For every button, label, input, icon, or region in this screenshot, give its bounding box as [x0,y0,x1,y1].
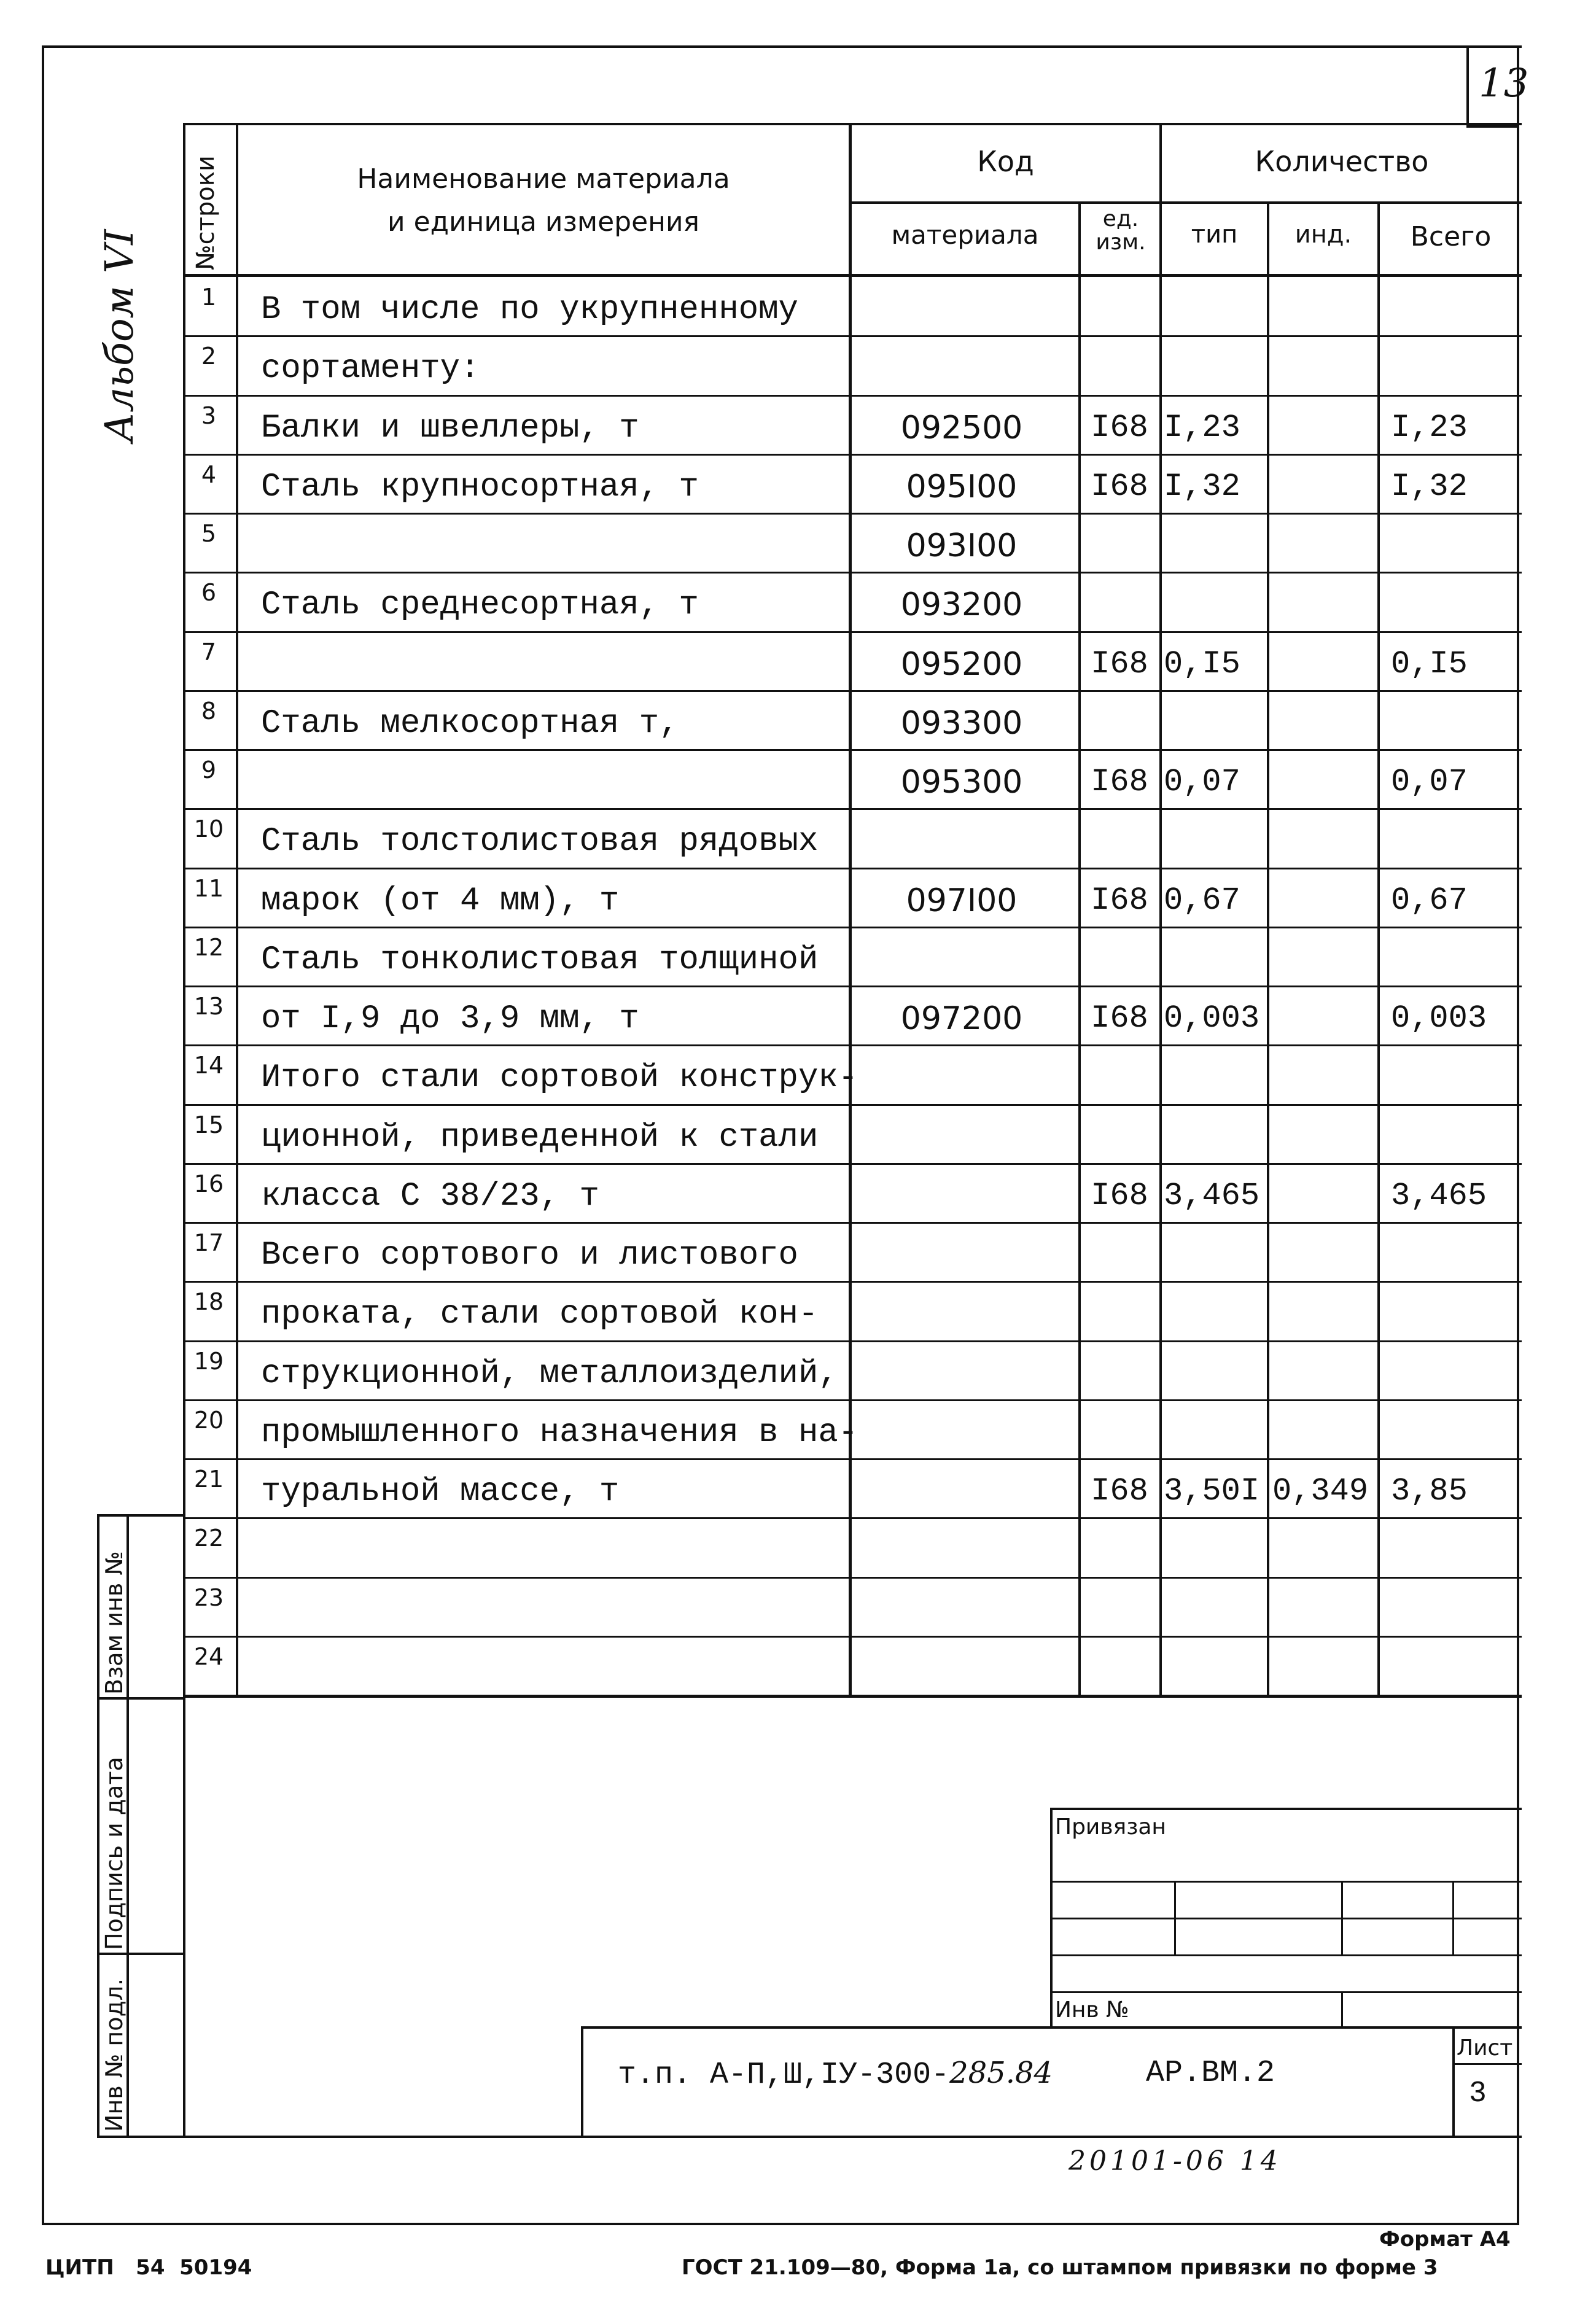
side-stamp-inv-podl: Инв № подл. [101,1978,128,2132]
row-divider [183,808,1522,810]
header-name-line1: Наименование материала [357,163,730,195]
material-name: Сталь тонколистовая толщиной [261,941,819,979]
page-number: 13 [1479,61,1529,106]
material-code: 093200 [900,586,1023,624]
row-divider [183,868,1522,869]
material-name: проката, стали сортовой кон- [261,1296,819,1334]
qty-total: 3,85 [1391,1473,1468,1510]
material-name: марок (от 4 мм), т [261,882,620,920]
row-number: 17 [193,1229,224,1257]
title-designation-hand: 285.84 [949,2056,1053,2090]
qty-total: I,23 [1391,409,1468,446]
row-number: 6 [201,579,217,607]
unit-code: I68 [1091,882,1148,919]
row-divider [183,631,1522,633]
material-name: Сталь толстолистовая рядовых [261,823,819,861]
row-number: 5 [201,520,217,548]
row-divider [183,1340,1522,1342]
row-divider [183,749,1522,751]
row-number: 15 [193,1111,224,1138]
title-sheet-number: 3 [1469,2077,1487,2110]
unit-code: I68 [1091,1177,1148,1214]
format-label: Формат А4 [1379,2227,1511,2252]
row-divider [183,1104,1522,1106]
handwritten-number: 20101-06 14 [1069,2145,1282,2177]
material-name: от I,9 до 3,9 мм, т [261,1000,639,1038]
header-qty-total: Всего [1410,221,1492,252]
header-code-material: материала [891,220,1039,250]
title-sheet-label: Лист [1457,2035,1513,2061]
header-qty-group: Количество [1255,145,1429,178]
header-qty-type: тип [1191,220,1238,249]
material-name: Сталь мелкосортная т, [261,704,679,742]
material-name: В том числе по укрупненному [261,291,798,329]
qty-total: 0,07 [1391,764,1468,801]
qty-type: 3,465 [1164,1177,1260,1214]
material-name: Сталь крупносортная, т [261,468,699,506]
header-qty-ind: инд. [1294,220,1352,249]
material-code: 093300 [900,704,1023,742]
row-number: 13 [193,993,224,1021]
row-number: 1 [201,284,217,311]
row-number: 10 [193,815,224,843]
qty-total: 0,67 [1391,882,1468,919]
material-code: 092500 [900,409,1023,446]
row-number: 9 [201,756,217,784]
row-divider [183,1577,1522,1579]
qty-total: 0,I5 [1391,645,1468,682]
unit-code: I68 [1091,468,1148,505]
row-number: 18 [193,1288,224,1316]
row-divider [183,1458,1522,1460]
material-name: струкционной, металлоизделий, [261,1355,838,1393]
material-name: промышленного назначения в на- [261,1413,858,1452]
side-stamp-podpis: Подпись и дата [101,1757,128,1950]
row-divider [183,986,1522,987]
footer-right: ГОСТ 21.109—80, Форма 1а, со штампом привязки по форме 3 [682,2255,1438,2280]
row-number: 16 [193,1170,224,1197]
qty-total: 0,003 [1391,1000,1487,1037]
qty-type: 3,50I [1164,1473,1260,1510]
row-divider [183,395,1522,397]
row-number: 3 [201,402,217,429]
qty-type: I,32 [1164,468,1240,505]
material-name: туральной массе, т [261,1473,620,1511]
row-divider [183,1044,1522,1046]
row-number: 14 [193,1052,224,1079]
material-code: 097I00 [906,882,1018,919]
row-divider [183,927,1522,928]
material-code: 095300 [900,764,1023,801]
row-divider [183,690,1522,692]
row-divider [183,1517,1522,1519]
row-divider [183,1281,1522,1283]
row-number: 22 [193,1525,224,1552]
qty-total: 3,465 [1391,1177,1487,1214]
row-number: 23 [193,1584,224,1611]
binding-inv-no: Инв № [1055,1997,1129,2023]
material-code: 095I00 [906,468,1018,505]
title-designation [618,2058,1053,2091]
row-number: 12 [193,933,224,961]
material-name: сортаменту: [261,350,480,388]
row-divider [183,335,1522,337]
row-number: 24 [193,1643,224,1670]
row-divider [183,1399,1522,1401]
binding-privyazan: Привязан [1055,1814,1166,1840]
title-doc-code: АР.ВМ.2 [1146,2056,1275,2091]
row-divider [183,1222,1522,1224]
unit-code: I68 [1091,409,1148,446]
row-number: 8 [201,697,217,725]
row-number: 7 [201,638,217,666]
row-divider [183,1636,1522,1638]
material-code: 093I00 [906,527,1018,565]
row-number: 19 [193,1347,224,1375]
qty-type: I,23 [1164,409,1240,446]
unit-code: I68 [1091,1473,1148,1510]
material-name: Всего сортового и листового [261,1237,798,1275]
material-name: Балки и швеллеры, т [261,409,639,447]
header-code-group: Код [977,145,1034,178]
row-divider [183,1163,1522,1165]
row-number: 20 [193,1406,224,1434]
material-name: Итого стали сортовой конструк- [261,1059,858,1097]
unit-code: I68 [1091,764,1148,801]
header-name-line2: и единица измерения [387,206,700,238]
album-label: Альбом VI [97,229,142,442]
row-number: 21 [193,1466,224,1493]
row-divider [183,572,1522,573]
qty-ind: 0,349 [1272,1473,1369,1510]
row-number: 11 [193,874,224,902]
unit-code: I68 [1091,645,1148,682]
header-row-no: №строки [192,155,220,270]
qty-total: I,32 [1391,468,1468,505]
qty-type: 0,003 [1164,1000,1260,1037]
footer-left: ЦИТП 54 50194 [45,2255,252,2280]
material-code: 097200 [900,1000,1023,1038]
side-stamp-vzam-inv: Взам инв № [101,1551,128,1695]
qty-type: 0,67 [1164,882,1240,919]
material-name: Сталь среднесортная, т [261,586,699,624]
row-number: 2 [201,343,217,370]
title-designation-prefix: т.п. А-П,Ш,IУ-300- [618,2058,950,2093]
row-divider [183,454,1522,456]
material-name: ционной, приведенной к стали [261,1118,819,1156]
row-number: 4 [201,461,217,488]
material-code: 095200 [900,645,1023,683]
qty-type: 0,07 [1164,764,1240,801]
header-code-unit: ед. изм. [1096,206,1146,255]
unit-code: I68 [1091,1000,1148,1037]
qty-type: 0,I5 [1164,645,1240,682]
row-divider [183,513,1522,515]
material-name: класса С 38/23, т [261,1177,599,1215]
